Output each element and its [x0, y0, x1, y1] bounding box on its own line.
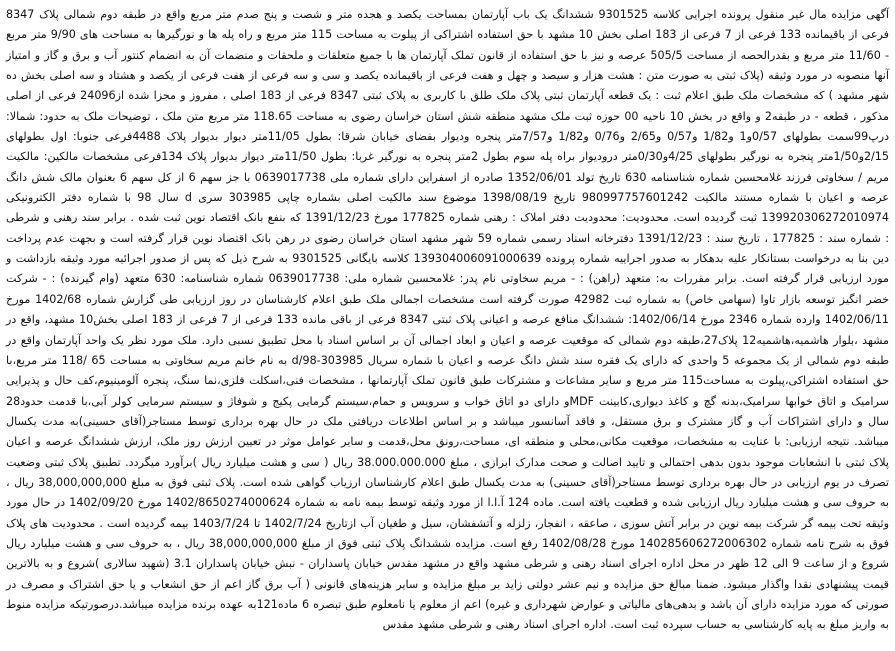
notice-body-text: آگهی مزایده مال غیر منقول پرونده اجرایی کلاسه 9301525 ششدانگ یک باب آپارتمان بمساحت یکصد و هجده متر و شصت و پنج صدم متر مربع واقع در طبقه دوم شمالی پلاک 8347 فرعی از باقیمانده 133 فرعی از 7 فرعی از 183 اصلی بخش 10 مشهد با حق استفاده اشتراکی از پیلوت به مساحت 115 متر مربع و راه پله ها و نورگیرها به مساحت های 9/90 متر مربع - 11/60 متر مربع و بقدرالحصه از مساحت 505/5 عرصه و نیز با حق استفاده از قانون تملک آپارتمان ها با جمیع متعلقات و ملحقات و منضمات آن به انضمام کنتور آب و برق و گاز و امتیاز آنها منصوبه در مورد وثیقه (پلاک ثبتی به صورت متن : هشت هزار و سیصد و چهل و هفت فرعی از باقیمانده یکصد و سی و سه فرعی از هفت فرعی از یکصد و هشتاد و سه اصلی بخش ده شهر مشهد ) که مشخصات ملک طبق اعلام ثبت : یک قطعه آپارتمان ثبتی پلاک ملک طلق با کاربری به پلاک ثبتی 8347 فرعی از 183 اصلی ، مفروز و مجزا شده از24096 فرعی از اصلی مذکور ، قطعه - در طبقه2 و واقع در بخش 10 ناحیه 00 حوزه ثبت ملک مشهد منطقه شش استان خراسان رضوی به مساحت 118.65 متر مربع متن ملک ، توضیحات ملک به حدود: شمالا: درپ99سمت بطولهای 0/57و1 و1/82 و0/57 و2/65 و0/76 و1/82 و7/57متر پنجره ودیوار بفضای خیابان شرقا: بطول 11/05متر دیوار بدیوار پلاک 4488فرعی جنوبا: اول بطولهای 2/15و1/50متر پنجره به نورگیر بطولهای 4/25و0/30متر درودیوار براه پله سوم بطول 2متر پنجره به نورگیر غربا: بطول 11/50متر دیوار بدیوار پلاک 134فرعی مشخصات مالکین: مالکیت مریم / سخاوتی فرزند غلامحسین شماره شناسنامه 630 تاریخ تولد 1352/06/01 صادره از اسفراین دارای شماره ملی 0639017738 با جز سهم 6 از کل سهم 6 بعنوان مالک شش دانگ عرصه و اعیان با شماره مستند مالکیت 980997757601242 تاریخ 1398/08/19 موضوع سند مالکیت اصلی بشماره چاپی 303985 سری d سال 98 با شماره دفتر الکترونیکی 139920306272010974 ثبت گردیده است. محدودیت: محدودیت دفتر املاک : رهنی شماره 177825 مورخ 1391/12/23 که بنفع بانک اقتصاد نوین ثبت شده . برابر سند رهنی و شرطی : شماره سند : 177825 ، تاریخ سند : 1391/12/23 دفترخانه اسناد رسمی شماره 59 شهر مشهد استان خراسان رضوی در رهن بانک اقتصاد نوین قرار گرفته است و بجهت عدم پرداخت دین بنا به درخواست بستانکار علیه بدهکار به صدور اجراییه شماره پرونده 139304006091000639 کلاسه بایگانی 9301525 به شرح ذیل که پس از صدور اجرائیه مورد وثیقه بازداشت و مورد ارزیابی قرار گرفته است. برابر مقررات به: متعهد (راهن) : - مریم سخاوتی نام پدر: غلامحسین شماره ملی: 0639017738 شماره شناسنامه: 630 متعهد (وام گیرنده) : - شرکت خضر انگیز توسعه بازار تاوا (سهامی خاص) به شماره ثبت 42982 صورت گرفته است مشخصات اجمالی ملک طبق اعلام کارشناسان در روز ارزیابی طی گزارش شماره 1402/68 مورخ 1402/06/11 وارده شماره 2346 مورخ 1402/06/14: ششدانگ منافع عرصه و اعیانی پلاک ثبتی 8347 فرعی از باقی مانده 133 فرعی از 7 فرعی از 183 اصلی بخش10 مشهد، واقع در مشهد ،بلوار هاشمیه،هاشمیه12 پلاک27،طبقه دوم شمالی که موقعیت عرصه و اعیان و ابعاد اجمالی آن بر اساس اسناد با محل تطبیق نسبی دارد. ملک مورد نظر یک واحد آپارتمان واقع در طبقه دوم شمالی از یک مجموعه 5 واحدی که دارای یک فقره سند شش دانگ عرصه و اعیان با شماره سریال 303985-98/d به نام خانم مریم سخاوتی به مساحت 65 /118 متر مربع،با حق استفاده اشتراکی،پیلوت به مساحت115 متر مربع و سایر مشاعات و مشترکات طبق قانون تملک آپارتمانها ، مشخصات فنی،اسکلت فلزی،نما سنگ، پنجره آلومینیوم،کف حال و پذیرایی سرامیک و اتاق خوابها سرامیک،بدنه گچ و کاغذ دیواری،کابینت MDFو دارای دو اتاق خواب و سرویس و حمام،سیستم گرمایی پکیج و شوفاژ و سیستم سرمایی کولر آبی،با قدمت حدود28 سال و دارای اشتراکات آب و گاز مشترک و برق مستقل، و فاقد آسانسور میباشد و بر اساس اطلاعات دریافتی ملک در حال بهره برداری توسط مستاجر(آقای حسینی)به مدت یکسال میباشد. نتیجه ارزیابی: با عنایت به مشخصات، موقعیت مکانی،محلی و منطقه ای، مساحت،رونق محل،قدمت و سایر عوامل موثر در تعیین ارزش روز ملک، ارزش ششدانگ عرصه و اعیان پلاک ثبتی با انشعابات موجود بدون بدهی احتمالی و تایید اصالت و صحت مدارک ابرازی ، مبلغ 38.000.000.000 ریال ( سی و هشت میلیارد ریال )برآورد میگردد. تطبیق پلاک ثبتی وضعیت تصرف در یوم ارزیابی در حال بهره برداری توسط مستاجر(آقای حسینی) به مدت یکسال طبق اعلام کارشناسان ارزیاب گواهی شده است. پلاک ثبتی فوق به مبلغ 38,000,000,000 ریال ، به حروف سی و هشت میلیارد ریال ارزیابی شده و قطعیت یافته است. ماده 124 آ.ا.ا از مورد وثیقه توسط بیمه نامه به شماره 1402/8650274000624 مورخ 1402/09/20 در حال مورد وثیقه تحت بیمه گر شرکت بیمه نوین در برابر آتش سوزی ، صاعقه ، انفجار، زلزله و آتشفشان، سیل و طغیان آب ازتاریخ 1402/7/24 تا 1403/7/24 بیمه گردیده است . محدودیت های پلاک فوق به شرح نامه شماره 140285606272006302 مورخ 1402/08/28 رفع است. مزایده ششدانگ پلاک ثبتی فوق از مبلغ 38,000,000,000 ریال ، به حروف سی و هشت میلیارد ریال شروع و از ساعت 9 الی 12 ظهر در محل اداره اجرای اسناد رهنی و شرطی مشهد واقع در مشهد مقدس خیابان پاسداران - نبش خیابان پاسداران 3.1 (شهید سالاری )شروع و به بالاترین قیمت پیشنهادی نقدا واگذار میشود. ضمنا مبالغ حق مزایده و نیم عشر دولتی زاید بر مبلغ مزایده و سایر هزینه‌های قانونی ( آب برق گاز اعم از حق انشعاب و یا حق اشتراک و مصرف در صورتی که مورد مزایده دارای آن باشد و بدهی‌های مالیاتی و عوارض شهرداری و غیره) اعم از معلوم یا نامعلوم طبق تبصره 6 ماده121به عهده برنده مزایده میباشد.درصورتیکه مزایده منوط به واریز مبلغ به پایه کارشناسی به حساب سپرده ثبت است. اداره اجرای اسناد رهنی و شرطی مشهد مقدس: [6, 8, 890, 632]
